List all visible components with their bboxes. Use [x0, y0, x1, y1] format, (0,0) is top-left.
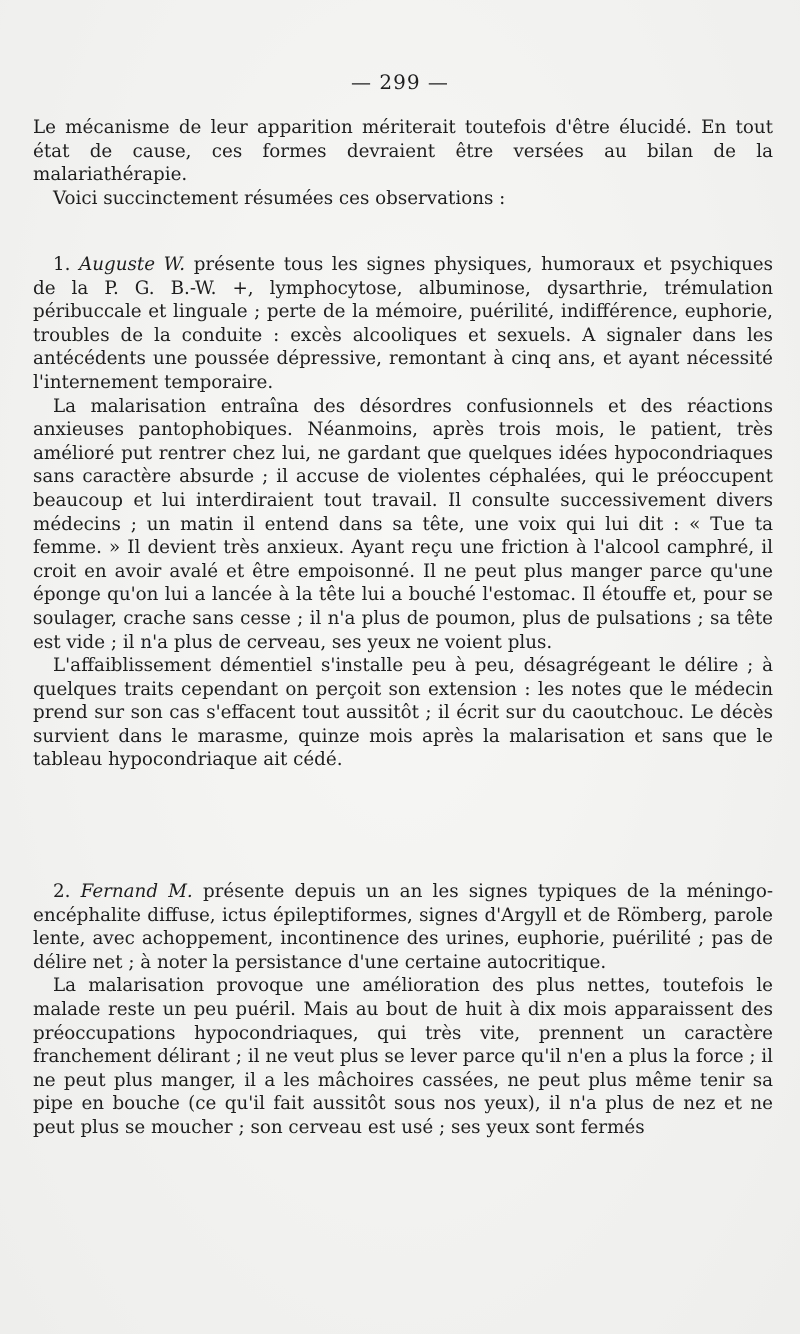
intro-section: [33, 116, 773, 210]
case-1-patient-name: Auguste W.: [79, 254, 186, 275]
case-1-paragraph-1-text: présente tous les signes physiques, humoraux et psychiques de la P. G. B.-W. +, lymphocytose, albuminose, dysarthrie, trémulation péribuccale et linguale ; perte de la mémoire, puérilité, indifférence, euphorie, troubles de la conduite : excès alcooliques et sexuels. A signaler dans les antécédents une poussée dépressive, remontant à cinq ans, et ayant nécessité l'internement temporaire.: [33, 254, 774, 393]
case-1-paragraph-3: L'affaiblissement démentiel s'installe peu à peu, désagrégeant le délire ; à quelques traits cependant on perçoit son extension : les notes que le médecin prend sur son cas s'effacent tout aussitôt ; il écrit sur du caoutchouc. Le décès survient dans le marasme, quinze mois après la malarisation et sans que le tableau hypocondriaque ait cédé.: [33, 655, 773, 771]
case-1-number: 1.: [53, 254, 71, 275]
case-2-paragraph-2: La malarisation provoque une amélioration des plus nettes, toutefois le malade reste un peu puéril. Mais au bout de huit à dix mois apparaissent des préoccupations hypocondriaques, qui très vite, prennent un caractère franchement délirant ; il ne veut plus se lever parce qu'il n'en a plus la force ; il ne peut plus manger, il a les mâchoires cassées, ne peut plus même tenir sa pipe en bouche (ce qu'il fait aussitôt sous nos yeux), il n'a plus de nez et ne peut plus se moucher ; son cerveau est usé ; ses yeux sont fermés: [33, 975, 773, 1138]
case-2-paragraph-1-text: présente depuis un an les signes typiques de la méningo-encéphalite diffuse, ictus épileptiformes, signes d'Argyll et de Römberg, parole lente, avec achoppement, incontinence des urines, euphorie, puérilité ; pas de délire net ; à noter la persistance d'une certaine autocritique.: [33, 881, 774, 973]
case-2-paragraph-1: [33, 880, 773, 974]
intro-lead-paragraph: Voici succinctement résumées ces observations :: [53, 187, 506, 209]
page-number: — 299 —: [351, 70, 449, 94]
case-2-section: [33, 880, 773, 1140]
intro-paragraph: Le mécanisme de leur apparition mériterait toutefois d'être élucidé. En tout état de cause, ces formes devraient être versées au bilan de la malariathérapie.: [33, 117, 773, 186]
case-1-section: [33, 253, 773, 772]
case-2-patient-name: Fernand M.: [80, 881, 193, 902]
case-1-paragraph-1: [33, 253, 773, 395]
case-2-number: 2.: [53, 881, 71, 902]
case-1-paragraph-2: La malarisation entraîna des désordres confusionnels et des réactions anxieuses pantophobiques. Néanmoins, après trois mois, le patient, très amélioré put rentrer chez lui, ne gardant que quelques idées hypocondriaques sans caractère absurde ; il accuse de violentes céphalées, qui le préoccupent beaucoup et lui interdiraient tout travail. Il consulte successivement divers médecins ; un matin il entend dans sa tête, une voix qui lui dit : « Tue ta femme. » Il devient très anxieux. Ayant reçu une friction à l'alcool camphré, il croit en avoir avalé et être empoisonné. Il ne peut plus manger parce qu'une éponge qu'on lui a lancée à la tête lui a bouché l'estomac. Il étouffe et, pour se soulager, crache sans cesse ; il n'a plus de poumon, plus de pulsations ; sa tête est vide ; il n'a plus de cerveau, ses yeux ne voient plus.: [33, 395, 773, 653]
